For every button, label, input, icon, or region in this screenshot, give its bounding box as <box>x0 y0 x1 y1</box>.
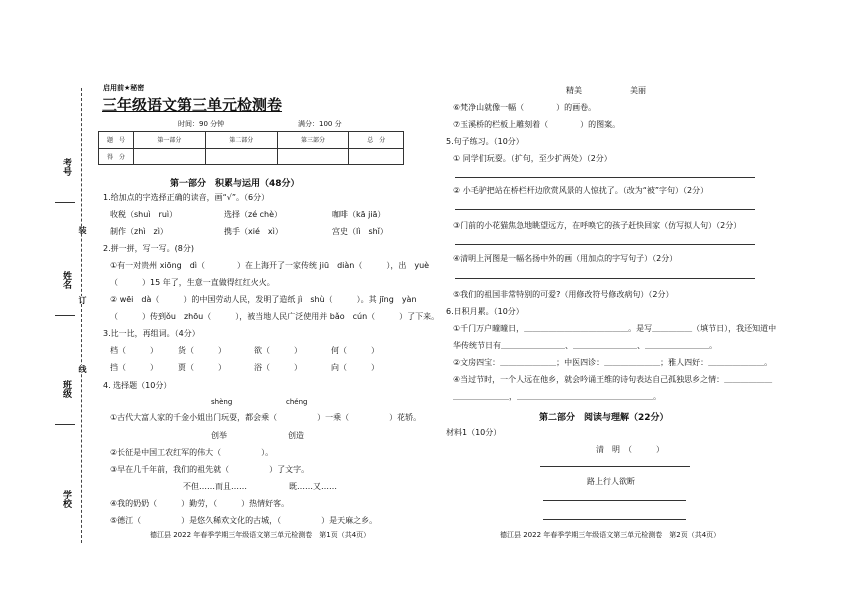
binding-marker: 订 <box>78 296 87 304</box>
q5-prompt: 5.句子练习。（10分） <box>446 137 524 146</box>
q4-pinyin: shèng <box>211 398 233 406</box>
score-cell[interactable] <box>205 148 277 165</box>
field-underline <box>55 315 75 316</box>
q6-line: ＿＿＿＿＿＿＿，＿＿＿＿＿＿＿＿＿＿＿＿＿＿＿＿＿。 <box>453 392 661 401</box>
q4-option: 美丽 <box>630 86 646 95</box>
q1-item: 收税（shuì ruì） <box>110 210 178 219</box>
q4-pinyin: chéng <box>286 398 308 406</box>
q6-line: 华传统节日有＿＿＿＿＿＿＿＿、＿＿＿＿＿＿＿＿、＿＿＿＿＿＿＿＿。 <box>453 341 717 350</box>
name-label: 姓名 <box>61 271 71 289</box>
q4-line: ②长征是中国工农红军的伟大（ ）。 <box>110 448 274 457</box>
q2-prompt: 2.拼一拼，写一写。(8分) <box>103 244 194 253</box>
score-table-header: 题 号 <box>99 132 134 149</box>
q1-item: 携手（xié xì） <box>224 227 283 236</box>
q4-option: 精美 <box>566 86 582 95</box>
material-label: 材料1（10分） <box>446 428 502 437</box>
score-table-header: 总 分 <box>349 132 404 149</box>
q3-item: 欲（ ） <box>254 346 302 355</box>
q5-item: ③门前的小花猫焦急地眺望远方，在呼唤它的孩子赶快回家（仿写拟人句）（2分） <box>453 221 742 230</box>
secret-mark: 启用前★秘密 <box>103 84 145 92</box>
answer-line[interactable] <box>455 209 755 210</box>
page-footer: 德江县 2022 年春季学期三年级语文第三单元检测卷 第2页（共4页） <box>500 531 721 539</box>
full-score: 满分：100 分 <box>298 120 342 128</box>
q3-item: 贾（ ） <box>178 363 226 372</box>
score-cell[interactable] <box>349 148 404 165</box>
score-row-label: 得 分 <box>99 148 134 165</box>
q3-item: 货（ ） <box>178 346 226 355</box>
q6-prompt: 6.日积月累。（10分） <box>446 307 524 316</box>
part2-heading: 第二部分 阅读与理解（22分） <box>539 413 669 423</box>
score-table-header: 第二部分 <box>205 132 277 149</box>
q6-line: ①千门万户曈曈日，＿＿＿＿＿＿＿＿＿＿＿＿＿。是写＿＿＿＿＿（填节日），我还知道中 <box>453 324 777 333</box>
answer-line[interactable] <box>543 519 686 520</box>
part1-heading: 第一部分 积累与运用（48分） <box>170 179 300 189</box>
q4-option: 创举 <box>211 431 227 440</box>
q4-option: 不但……而且…… <box>183 482 247 491</box>
q4-option: 创造 <box>288 431 304 440</box>
poem-title: 清 明 （ ） <box>596 445 664 454</box>
q2-line: （ ）15 年了，生意一直做得红红火火。 <box>110 278 275 287</box>
exam-time: 时间：90 分钟 <box>178 120 225 128</box>
q3-item: 档（ ） <box>110 346 158 355</box>
field-underline <box>55 424 75 425</box>
q4-line: ①古代大富人家的千金小姐出门玩耍，都会乘（ ）一乘（ ）花轿。 <box>110 413 422 422</box>
exam-number-label: 考号 <box>61 158 71 176</box>
binding-marker: 装 <box>78 226 87 234</box>
class-label: 班级 <box>61 380 71 398</box>
q4-option: 既……又…… <box>289 482 337 491</box>
score-table <box>98 131 404 165</box>
q2-line: ② wēi dà（ ）的中国劳动人民，发明了造纸 jì shù（ ）。其 jīng yàn <box>110 295 417 304</box>
q4-line: ③早在几千年前，我们的祖先就（ ）了文字。 <box>110 465 310 474</box>
score-table-header: 第三部分 <box>277 132 349 149</box>
binding-marker: 线 <box>78 365 87 373</box>
q3-item: 何（ ） <box>331 346 379 355</box>
q3-item: 浴（ ） <box>254 363 302 372</box>
q3-item: 向（ ） <box>331 363 379 372</box>
q1-item: 选择（zé chè） <box>224 210 283 219</box>
q1-item: 宫史（lì shǐ） <box>332 227 388 236</box>
binding-dashed-line <box>81 88 82 543</box>
q4-line: ⑦玉溪桥的栏板上雕刻着（ ）的图案。 <box>453 120 621 129</box>
q5-item: ① 同学们玩耍。（扩句，至少扩两处）（2分） <box>453 154 612 163</box>
page-footer: 德江县 2022 年春季学期三年级语文第三单元检测卷 第1页（共4页） <box>150 531 371 539</box>
q5-item: ② 小毛驴把站在桥栏杆边欣赏风景的人惊扰了。（改为“被”字句）（2分） <box>453 186 709 195</box>
q2-line: （ ）传到ǒu zhōu（ ），被当地人民广泛使用并 bǎo cún（ ）了下来。 <box>110 312 440 321</box>
q5-item: ④清明上河图是一幅名扬中外的画（用加点的字写句子）（2分） <box>453 254 678 263</box>
q6-line: ②文房四宝：＿＿＿＿＿＿＿；中医四诊：＿＿＿＿＿＿＿；雅人四好：＿＿＿＿＿＿＿。 <box>453 358 773 367</box>
q5-item: ⑤我们的祖国非常特别的可爱?（用修改符号修改病句）（2分） <box>453 290 674 299</box>
q4-line: ⑤德江（ ）是悠久稀欢文化的古城，（ ）是天麻之乡。 <box>110 516 378 525</box>
school-label: 学校 <box>61 490 71 508</box>
answer-line[interactable] <box>543 500 686 501</box>
page-title: 三年级语文第三单元检测卷 <box>102 96 283 114</box>
field-underline <box>55 202 75 203</box>
answer-line[interactable] <box>455 278 755 279</box>
q4-line: ⑥梵净山就像一幅（ ）的画卷。 <box>453 103 597 112</box>
poem-line: 路上行人欲断 <box>587 477 635 486</box>
q3-prompt: 3.比一比，再组词。（4分） <box>103 329 200 338</box>
q1-item: 咖啡（kā jiā） <box>332 210 386 219</box>
answer-line[interactable] <box>540 466 690 467</box>
q3-item: 挡（ ） <box>110 363 158 372</box>
score-cell[interactable] <box>277 148 349 165</box>
q1-prompt: 1.给加点的字选择正确的读音，画“√”。（6分） <box>103 193 270 202</box>
q6-line: ④当过节时，一个人远在他乡，就会吟诵王维的诗句表达自己孤独思乡之情：＿＿＿＿＿＿ <box>453 375 773 384</box>
answer-line[interactable] <box>455 244 755 245</box>
q1-item: 制作（zhì zì） <box>110 227 168 236</box>
q4-line: ④我的奶奶（ ）勤劳，（ ）热情好客。 <box>110 499 290 508</box>
score-cell[interactable] <box>134 148 206 165</box>
q2-line: ①有一对贵州 xiōng dì（ ）在上海开了一家传统 jiū diàn（ ），出 yuè <box>110 261 430 270</box>
answer-line[interactable] <box>455 177 755 178</box>
score-table-header: 第一部分 <box>134 132 206 149</box>
q4-prompt: 4. 选择题（10分） <box>103 381 172 390</box>
